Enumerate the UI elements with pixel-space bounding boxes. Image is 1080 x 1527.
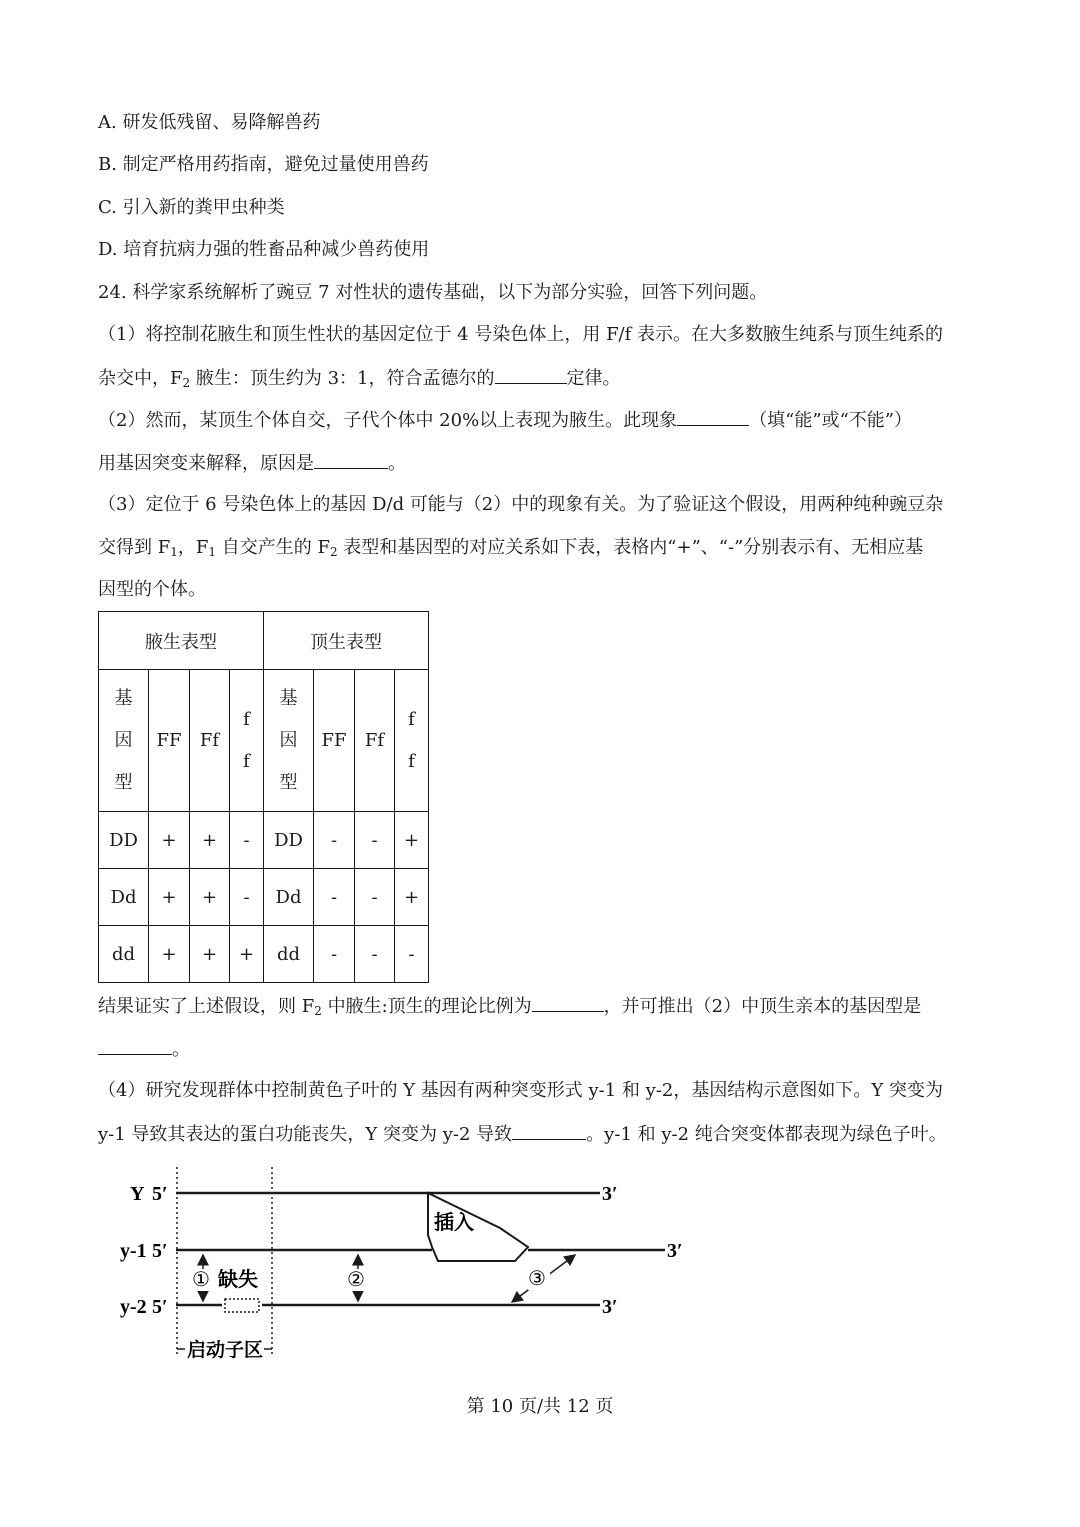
cell: + (149, 926, 190, 983)
text: 表型和基因型的对应关系如下表，表格内“+”、“-”分别表示有、无相应基 (337, 537, 924, 558)
cell: - (230, 812, 264, 869)
col-Ff: Ff (190, 670, 230, 812)
part3-line1: （3）定位于 6 号染色体上的基因 D/d 可能与（2）中的现象有关。为了验证这个假设，用两种纯种豌豆杂 (98, 494, 944, 515)
cell: - (395, 926, 429, 983)
answer-blank[interactable] (98, 1037, 172, 1055)
cell: + (395, 812, 429, 869)
text: 杂交中，F (98, 368, 183, 389)
col-FF: FF (314, 670, 355, 812)
genotype-label: 基 因 型 (99, 670, 149, 812)
subscript: 2 (182, 376, 191, 390)
row-label: DD (264, 812, 314, 869)
text: 用基因突变来解释，原因是 (98, 453, 314, 474)
subscript: 1 (170, 545, 178, 559)
cell: + (190, 869, 230, 926)
row-label: Dd (99, 869, 149, 926)
result-line2 (98, 1037, 190, 1062)
question-24-stem: 24. 科学家系统解析了豌豆 7 对性状的遗传基础，以下为部分实验，回答下列问题。 (98, 282, 768, 303)
page-footer: 第 10 页/共 12 页 (466, 1396, 614, 1417)
text: 腋生：顶生约为 3：1，符合孟德尔的 (190, 368, 495, 389)
cell: - (355, 869, 395, 926)
text: 。y-1 和 y-2 纯合突变体都表现为绿色子叶。 (586, 1124, 947, 1145)
col-ff: f f (230, 670, 264, 812)
text: 。 (388, 453, 406, 474)
text: （2）然而，某顶生个体自交，子代个体中 20%以上表现为腋生。此现象 (98, 410, 678, 431)
option-c: C. 引入新的粪甲虫种类 (98, 197, 285, 218)
part4-line2 (98, 1122, 947, 1147)
label-5prime: 5′ (152, 1240, 168, 1262)
col-FF: FF (149, 670, 190, 812)
header-axillary: 腋生表型 (99, 612, 264, 670)
cell: + (190, 812, 230, 869)
part4-line1: （4）研究发现群体中控制黄色子叶的 Y 基因有两种突变形式 y-1 和 y-2，基因结构示意图如下。Y 突变为 (98, 1080, 943, 1101)
cell: - (314, 926, 355, 983)
label-3prime: 3′ (602, 1296, 618, 1318)
result-line1 (98, 994, 921, 1019)
answer-blank[interactable] (314, 451, 388, 469)
label-promoter: 启动子区 (187, 1340, 264, 1361)
label-y1: y-1 (120, 1240, 147, 1262)
cell: + (149, 812, 190, 869)
part1-line2 (98, 366, 621, 391)
deletion-box (225, 1299, 259, 1312)
table-row (99, 869, 429, 926)
answer-blank[interactable] (495, 366, 567, 384)
cell: - (355, 926, 395, 983)
text: （填“能”或“不能”） (749, 410, 912, 431)
label-deletion: 缺失 (218, 1269, 258, 1291)
col-Ff: Ff (355, 670, 395, 812)
text: ，并可推出（2）中顶生亲本的基因型是 (603, 996, 922, 1017)
cell: + (230, 926, 264, 983)
genotype-phenotype-table (98, 611, 429, 983)
row-label: Dd (264, 869, 314, 926)
cell: - (355, 812, 395, 869)
text: 。 (172, 1039, 190, 1060)
gene-structure-diagram (110, 1165, 720, 1365)
answer-blank[interactable] (532, 994, 604, 1012)
label-3prime: 3′ (602, 1183, 618, 1205)
subscript: 2 (314, 1004, 322, 1018)
part2-line2 (98, 451, 406, 476)
text: 中腋生:顶生的理论比例为 (321, 996, 532, 1017)
text: 自交产生的 F (216, 537, 330, 558)
row-label: dd (99, 926, 149, 983)
text: 定律。 (566, 368, 621, 389)
cell: + (190, 926, 230, 983)
table-row (99, 926, 429, 983)
label-y2: y-2 (120, 1296, 147, 1318)
cell: - (314, 812, 355, 869)
cell: - (314, 869, 355, 926)
part3-line3: 因型的个体。 (98, 579, 206, 600)
text: 交得到 F (98, 537, 171, 558)
genotype-label: 基 因 型 (264, 670, 314, 812)
subscript: 2 (329, 545, 338, 559)
table-row (99, 812, 429, 869)
cell: + (149, 869, 190, 926)
col-ff: f f (395, 670, 429, 812)
part3-line2 (98, 536, 923, 560)
label-Y: Y (130, 1183, 145, 1205)
answer-blank[interactable] (512, 1122, 586, 1140)
part2-line1 (98, 408, 912, 433)
label-circle-1: ① (192, 1269, 210, 1291)
label-5prime: 5′ (152, 1183, 168, 1205)
label-circle-3: ③ (528, 1268, 546, 1290)
label-circle-2: ② (347, 1269, 365, 1291)
answer-blank[interactable] (677, 408, 749, 426)
row-label: dd (264, 926, 314, 983)
row-label: DD (99, 812, 149, 869)
header-terminal: 顶生表型 (264, 612, 429, 670)
text: y-1 导致其表达的蛋白功能丧失，Y 突变为 y-2 导致 (98, 1124, 513, 1145)
subscript: 1 (208, 545, 216, 559)
cell: - (230, 869, 264, 926)
option-d: D. 培育抗病力强的牲畜品种减少兽药使用 (98, 239, 430, 260)
option-a: A. 研发低残留、易降解兽药 (98, 112, 321, 133)
cell: + (395, 869, 429, 926)
part1-line1: （1）将控制花腋生和顶生性状的基因定位于 4 号染色体上，用 F/f 表示。在大多数腋生纯系与顶生纯系的 (98, 324, 944, 345)
text: ，F (177, 537, 209, 558)
label-5prime: 5′ (152, 1296, 168, 1318)
option-b: B. 制定严格用药指南，避免过量使用兽药 (98, 154, 429, 175)
label-insert: 插入 (434, 1212, 474, 1234)
text: 结果证实了上述假设，则 F (98, 996, 315, 1017)
label-3prime: 3′ (667, 1240, 683, 1262)
